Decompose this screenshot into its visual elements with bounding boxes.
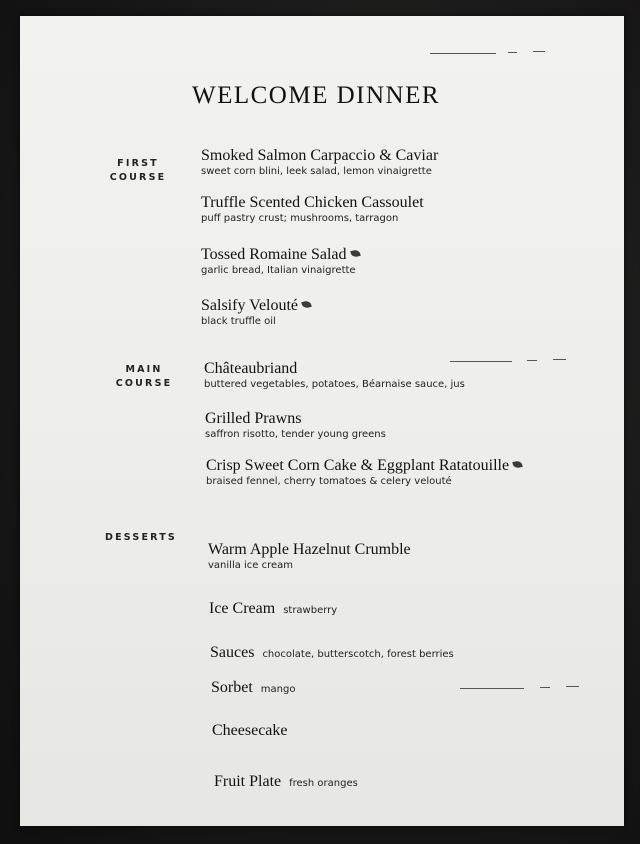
pen-mark bbox=[430, 53, 496, 54]
dish-item bbox=[201, 146, 438, 179]
dish-name: Sauces bbox=[210, 644, 255, 661]
dish-description: puff pastry crust; mushrooms, tarragon bbox=[201, 213, 399, 224]
dish-item bbox=[205, 409, 386, 442]
dish-item bbox=[214, 772, 358, 791]
dish-description: black truffle oil bbox=[201, 316, 276, 327]
dish-name: Sorbet bbox=[211, 679, 253, 696]
dish-item bbox=[210, 643, 454, 662]
dish-name: Cheesecake bbox=[212, 722, 288, 739]
dish-description: braised fennel, cherry tomatoes & celery velouté bbox=[206, 476, 452, 487]
dish-name: Smoked Salmon Carpaccio & Caviar bbox=[201, 147, 439, 164]
pen-mark bbox=[566, 686, 579, 687]
menu-title: WELCOME DINNER bbox=[191, 82, 441, 109]
dish-item bbox=[204, 359, 465, 392]
dish-description: strawberry bbox=[283, 605, 338, 616]
pen-mark bbox=[508, 52, 517, 53]
pen-mark bbox=[460, 688, 524, 689]
pen-mark bbox=[527, 360, 537, 361]
dish-item bbox=[208, 540, 411, 573]
dish-description: mango bbox=[260, 684, 296, 695]
dish-description: chocolate, butterscotch, forest berries bbox=[262, 649, 454, 660]
pen-mark bbox=[540, 687, 550, 688]
dish-name: Grilled Prawns bbox=[205, 410, 302, 427]
dish-name: Ice Cream bbox=[209, 600, 276, 617]
dish-name: Crisp Sweet Corn Cake & Eggplant Ratatouille bbox=[206, 457, 510, 474]
section-label-desserts: DESSERTS bbox=[105, 532, 177, 543]
leaf-icon bbox=[350, 249, 361, 258]
pen-mark bbox=[553, 359, 566, 360]
dish-item bbox=[209, 599, 337, 618]
dish-item bbox=[206, 456, 522, 489]
dish-name: Châteaubriand bbox=[204, 360, 298, 377]
dish-name: Salsify Velouté bbox=[201, 297, 299, 314]
dish-item bbox=[201, 245, 360, 278]
leaf-icon bbox=[301, 300, 312, 309]
dish-item bbox=[201, 193, 424, 226]
dish-description: vanilla ice cream bbox=[208, 560, 294, 571]
dish-description: sweet corn blini, leek salad, lemon vinaigrette bbox=[201, 166, 432, 177]
dish-item bbox=[212, 721, 288, 740]
dish-name: Warm Apple Hazelnut Crumble bbox=[208, 541, 411, 558]
dish-name: Tossed Romaine Salad bbox=[201, 246, 347, 263]
dish-description: fresh oranges bbox=[289, 778, 358, 789]
section-label-first-course: FIRST COURSE bbox=[109, 158, 167, 183]
dish-description: saffron risotto, tender young greens bbox=[205, 429, 386, 440]
leaf-icon bbox=[512, 460, 523, 469]
dish-name: Fruit Plate bbox=[214, 773, 282, 790]
dish-item bbox=[201, 296, 311, 329]
pen-mark bbox=[533, 51, 545, 52]
section-label-main-course: MAIN COURSE bbox=[115, 364, 173, 389]
dish-description: buttered vegetables, potatoes, Béarnaise sauce, jus bbox=[204, 379, 465, 390]
dish-name: Truffle Scented Chicken Cassoulet bbox=[201, 194, 424, 211]
dish-description: garlic bread, Italian vinaigrette bbox=[201, 265, 356, 276]
dish-item bbox=[211, 678, 295, 697]
